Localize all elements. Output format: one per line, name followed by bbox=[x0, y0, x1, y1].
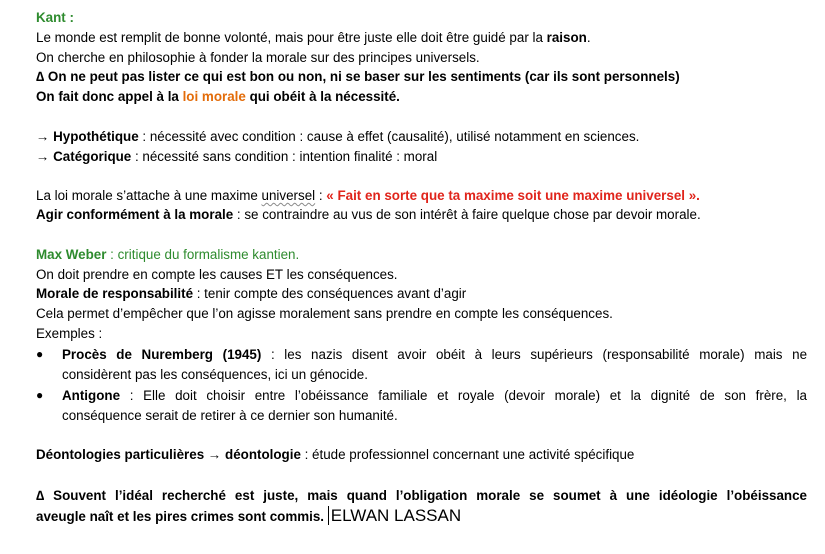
agir-text: : se contraindre au vus de son intérêt à faire quelque chose par devoir morale. bbox=[233, 207, 701, 222]
categorique-text: : nécessité sans condition : intention finalité : moral bbox=[131, 149, 438, 164]
kant-line-4 bbox=[36, 88, 400, 105]
hypothetique-term: Hypothétique bbox=[53, 129, 139, 144]
weber-name: Max Weber bbox=[36, 247, 107, 262]
maxime-colon: : bbox=[315, 188, 327, 203]
deontologie-text: : étude professionnel concernant une activité spécifique bbox=[300, 447, 635, 462]
categorique-line bbox=[36, 148, 437, 165]
agir-term: Agir conformément à la morale bbox=[36, 207, 234, 222]
bullet-icon: ● bbox=[36, 347, 44, 361]
maxime-quote: « Fait en sorte que ta maxime soit une maxime universel » bbox=[326, 188, 697, 203]
deontologie-line bbox=[36, 446, 634, 463]
antigone-text: : Elle doit choisir entre l’obéissance familiale et royale (devoir morale) et la dignité de son frère, la bbox=[120, 388, 807, 403]
maxime-line bbox=[36, 187, 700, 204]
kant-line-4-end: qui obéit à la nécessité. bbox=[245, 89, 400, 104]
example-antigone-line-1 bbox=[62, 387, 807, 404]
weber-line-1: On doit prendre en compte les causes ET les conséquences. bbox=[36, 267, 398, 282]
responsabilite-term: Morale de responsabilité bbox=[36, 286, 194, 301]
deontologie-term: déontologie bbox=[225, 447, 301, 462]
arrow-icon: → bbox=[204, 447, 226, 462]
hypothetique-text: : nécessité avec condition : cause à effet (causalité), utilisé notamment en sciences. bbox=[138, 129, 640, 144]
bullet-icon: ● bbox=[36, 388, 44, 402]
final-line-2 bbox=[36, 507, 461, 525]
example-nuremberg-line-2: considèrent pas les conséquences, ici un génocide. bbox=[62, 367, 368, 382]
kant-line-4-text: On fait donc appel à la bbox=[36, 89, 183, 104]
arrow-icon: → bbox=[36, 149, 54, 164]
raison-term: raison bbox=[546, 30, 587, 45]
example-antigone-line-2: conséquence serait de retirer à ce dernier son humanité. bbox=[62, 408, 398, 423]
antigone-term: Antigone bbox=[62, 388, 121, 403]
weber-heading bbox=[36, 246, 299, 263]
arrow-icon: → bbox=[36, 129, 54, 144]
responsabilite-text: : tenir compte des conséquences avant d’agir bbox=[193, 286, 467, 301]
nuremberg-term: Procès de Nuremberg (1945) bbox=[62, 347, 262, 362]
kant-line-3: ∆ On ne peut pas lister ce qui est bon ou non, ni se baser sur les sentiments (car ils sont personnels) bbox=[36, 69, 680, 84]
kant-line-1-text: Le monde est remplit de bonne volonté, mais pour être juste elle doit être guidé par la bbox=[36, 30, 547, 45]
final-line-1: ∆ Souvent l’idéal recherché est juste, mais quand l’obligation morale se soumet à une idéologie l’obéissance bbox=[36, 488, 807, 503]
kant-line-1-end: . bbox=[586, 30, 591, 45]
nuremberg-text: : les nazis disent avoir obéit à leurs supérieurs (responsabilité morale) mais ne bbox=[261, 347, 808, 362]
kant-line-2: On cherche en philosophie à fonder la morale sur des principes universels. bbox=[36, 50, 480, 65]
exemples-label: Exemples : bbox=[36, 326, 103, 341]
final-line-2-text: aveugle naît et les pires crimes sont commis. bbox=[36, 509, 325, 524]
deontologies-term: Déontologies particulières bbox=[36, 447, 205, 462]
author-signature: ELWAN LASSAN bbox=[328, 506, 461, 525]
spellcheck-word: universel bbox=[261, 188, 316, 203]
maxime-text: La loi morale s’attache à une maxime bbox=[36, 188, 262, 203]
categorique-term: Catégorique bbox=[53, 149, 132, 164]
agir-line bbox=[36, 206, 701, 223]
maxime-end: . bbox=[696, 188, 700, 203]
kant-heading: Kant : bbox=[36, 10, 74, 25]
kant-line-1 bbox=[36, 29, 591, 46]
example-nuremberg-line-1 bbox=[62, 346, 807, 363]
hypothetique-line bbox=[36, 128, 639, 145]
weber-line-3: Cela permet d’empêcher que l’on agisse moralement sans prendre en compte les conséquences. bbox=[36, 306, 613, 321]
loi-morale-term: loi morale bbox=[182, 89, 246, 104]
weber-heading-rest: : critique du formalisme kantien. bbox=[106, 247, 300, 262]
weber-line-2 bbox=[36, 285, 466, 302]
